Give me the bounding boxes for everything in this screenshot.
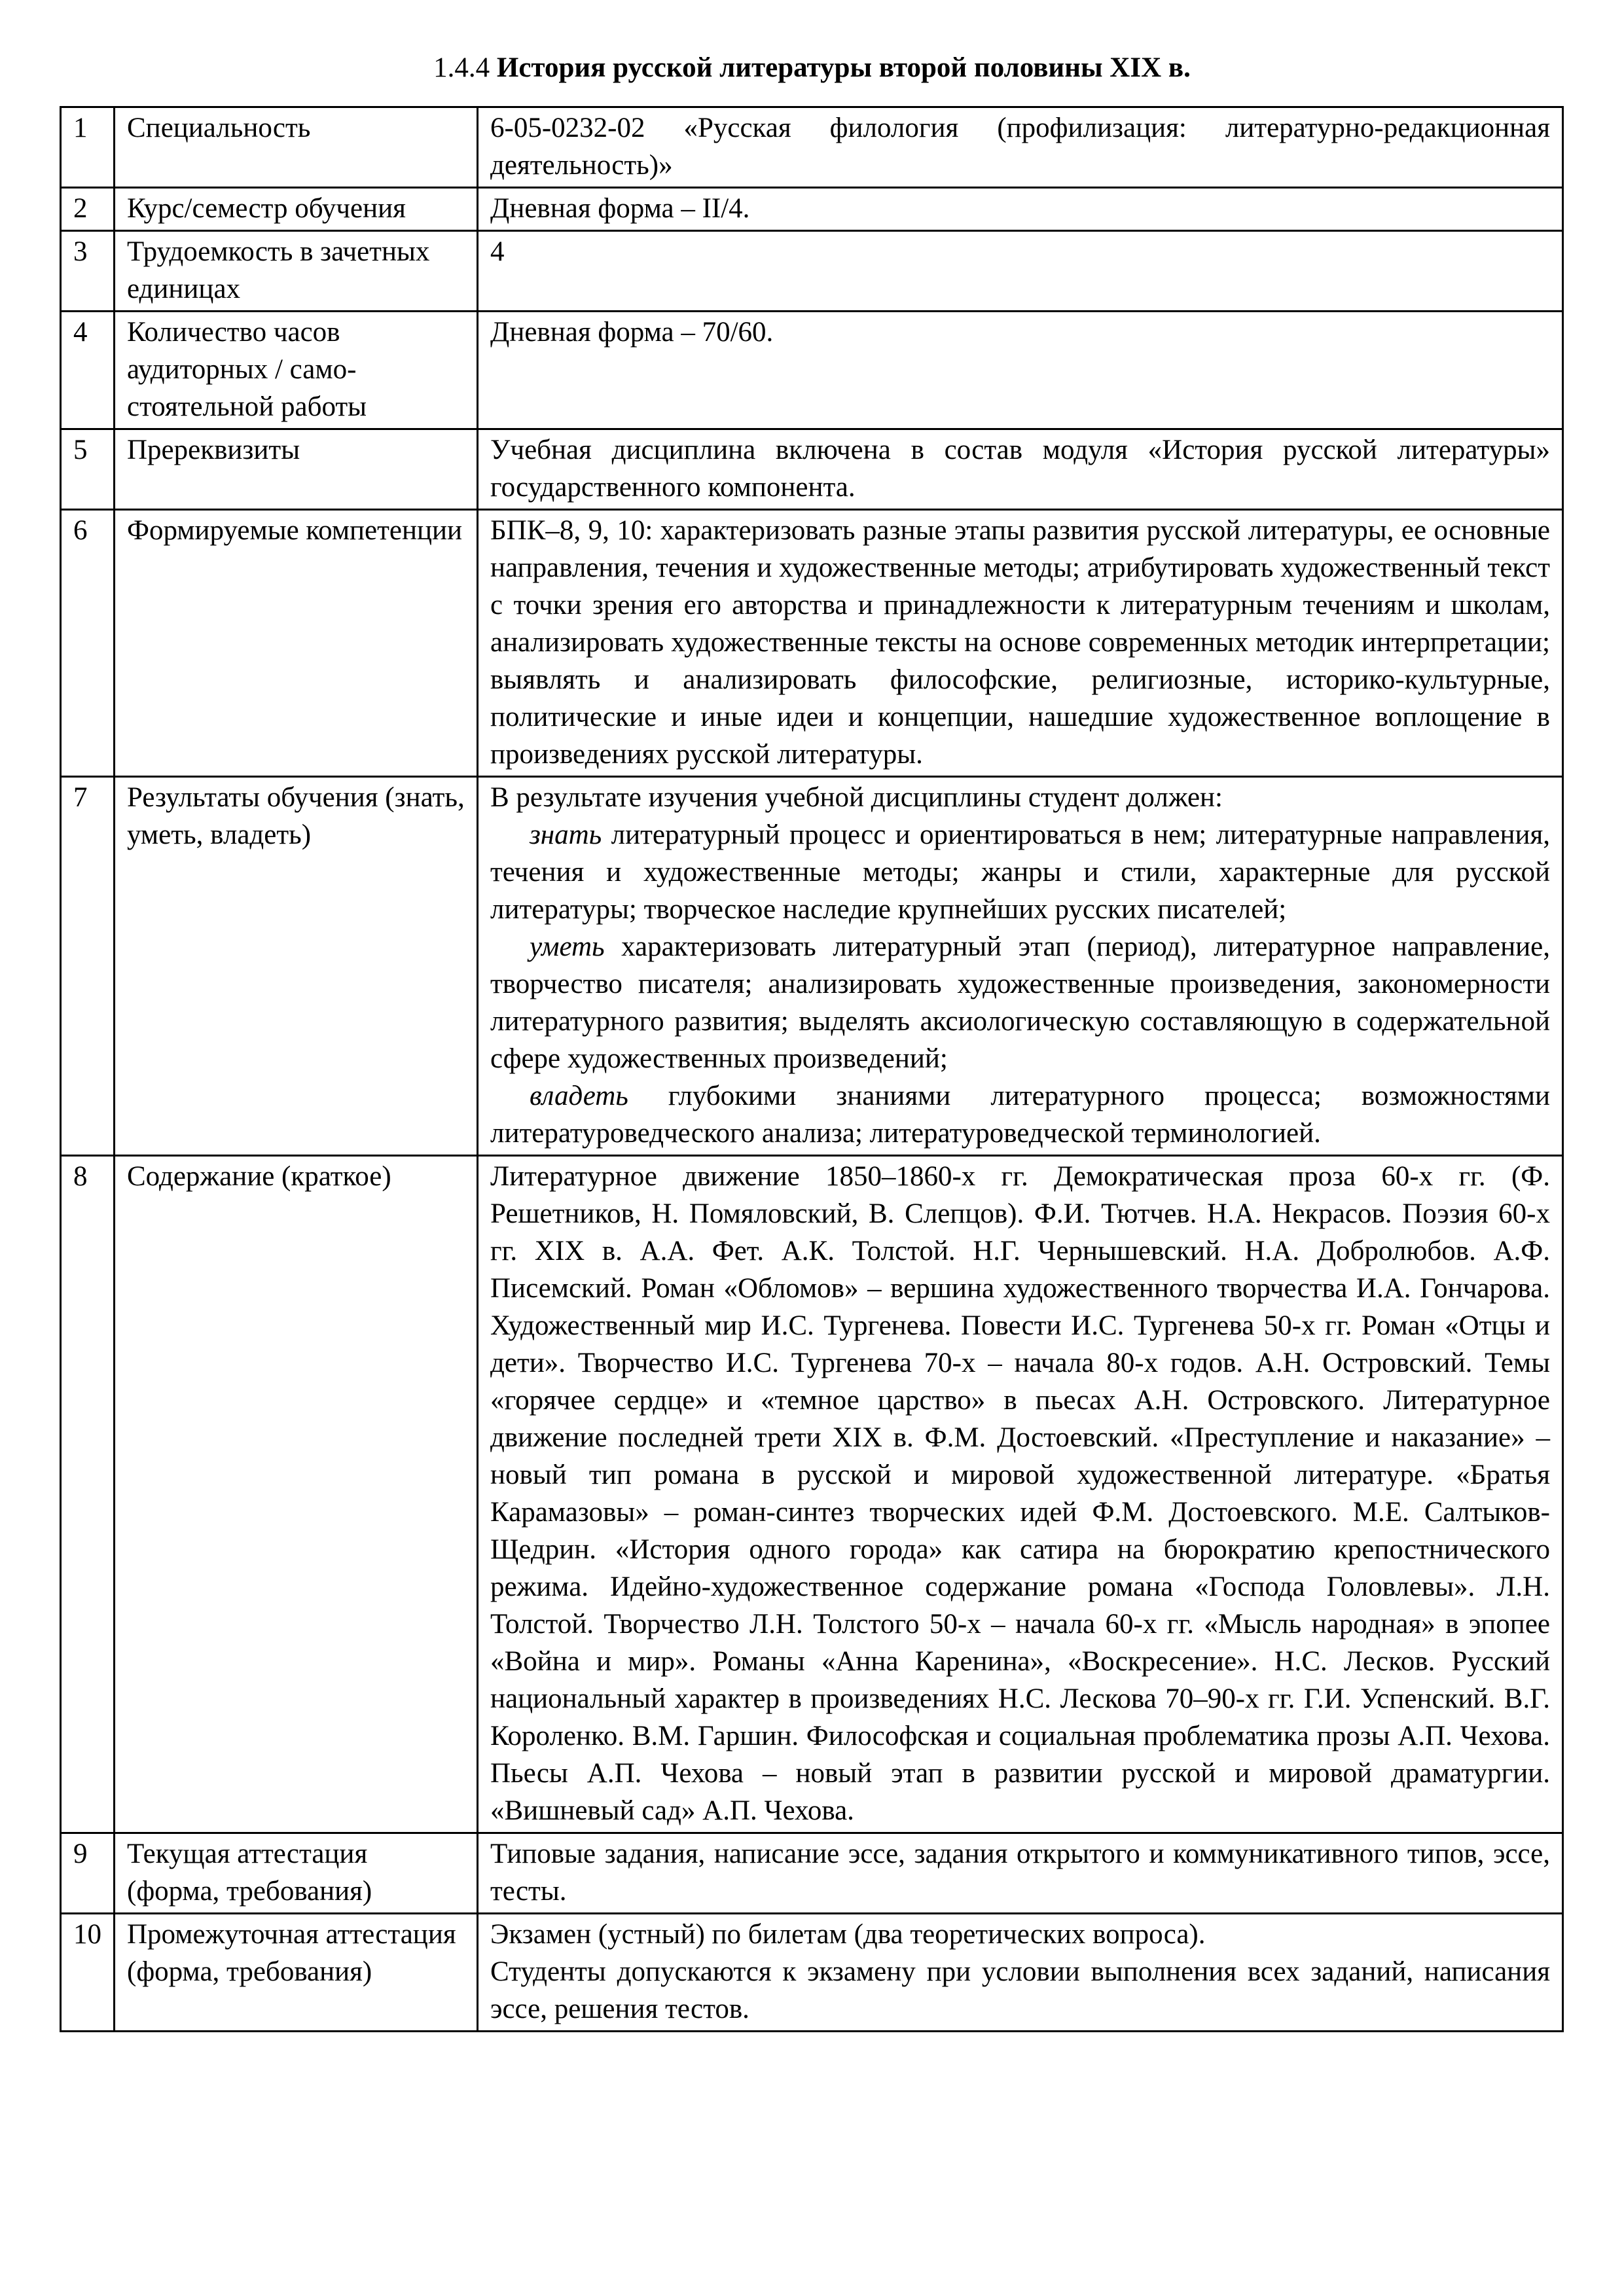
outcome-text: литературный процесс и ориентироваться в нем; литературные направления, течения и художественные методы; жанры и стили, характерные для русской литературы; творческое наследие крупнейших русских писателей; <box>490 819 1550 925</box>
outcome-know <box>490 816 1550 928</box>
row-label: Промежуточная аттестация (форма, требования) <box>115 1914 478 2032</box>
row-content: 4 <box>478 231 1563 312</box>
row-content <box>478 1914 1563 2032</box>
row-number: 4 <box>61 312 115 429</box>
row-content: Литературное движение 1850–1860-х гг. Демократическая проза 60-х гг. (Ф. Решетников, Н. Помяловский, В. Слепцов). Ф.И. Тютчев. Н.А. Некрасов. Поэзия 60-х гг. XIX в. А.А. Фет. А.К. Толстой. Н.Г. Чернышевский. Н.А. Добролюбов. А.Ф. Писемский. Роман «Обломов» – вершина художественного творчества И.А. Гончарова. Художественный мир И.С. Тургенева. Повести И.С. Тургенева 50-х гг. Роман «Отцы и дети». Творчество И.С. Тургенева 70-х – начала 80-х годов. А.Н. Островский. Темы «горячее сердце» и «темное царство» в пьесах А.Н. Островского. Литературное движение последней трети XIX в. Ф.М. Достоевский. «Преступление и наказание» – новый тип романа в русской и мировой художественной литературе. «Братья Карамазовы» – роман-синтез творческих идей Ф.М. Достоевского. М.Е. Салтыков-Щедрин. «История одного города» как сатира на бюрократию крепостнического режима. Идейно-художественное содержание романа «Господа Головлевы». Л.Н. Толстой. Творчество Л.Н. Толстого 50-х – начала 60-х гг. «Мысль народная» в эпопее «Война и мир». Романы «Анна Каренина», «Воскресение». Н.С. Лесков. Русский национальный характер в произведениях Н.С. Лескова 70–90-х гг. Г.И. Успенский. В.Г. Короленко. В.М. Гаршин. Философская и социальная проблематика прозы А.П. Чехова. Пьесы А.П. Чехова – новый этап в развитии русской и мировой драматургии. «Вишневый сад» А.П. Чехова. <box>478 1156 1563 1833</box>
row-label: Курс/семестр обучения <box>115 188 478 231</box>
course-table <box>60 106 1564 2032</box>
row-content: БПК–8, 9, 10: характеризовать разные этапы развития русской литературы, ее основные направления, течения и художественные методы; атрибутировать художественный текст с точки зрения его авторства и принадлежности к литературным течениям и школам, анализировать художественные тексты на основе современных методик интерпретации; выявлять и анализировать философские, религиозные, историко-культурные, политические и иные идеи и концепции, нашедшие художественное воплощение в произведениях русской литературы. <box>478 510 1563 777</box>
row-number: 3 <box>61 231 115 312</box>
table-row-intermediate-assessment <box>61 1914 1563 2032</box>
outcome-master <box>490 1077 1550 1152</box>
row-content: Типовые задания, написание эссе, задания открытого и коммуникативного типов, эссе, тесты. <box>478 1833 1563 1914</box>
row-number: 5 <box>61 429 115 510</box>
row-label: Формируемые компетенции <box>115 510 478 777</box>
section-title: История русской литературы второй половины XIX в. <box>496 52 1191 83</box>
row-label: Количество часов аудиторных / само-стоятельной работы <box>115 312 478 429</box>
row-number: 9 <box>61 1833 115 1914</box>
row-content <box>478 777 1563 1156</box>
row-number: 1 <box>61 107 115 188</box>
outcomes-intro: В результате изучения учебной дисциплины студент должен: <box>490 782 1223 813</box>
row-content: Дневная форма – II/4. <box>478 188 1563 231</box>
row-number: 10 <box>61 1914 115 2032</box>
outcome-keyword: уметь <box>530 931 605 962</box>
row-number: 7 <box>61 777 115 1156</box>
row-label: Трудоемкость в зачетных единицах <box>115 231 478 312</box>
table-row-course-semester <box>61 188 1563 231</box>
assessment-line: Экзамен (устный) по билетам (два теоретических вопроса). <box>490 1919 1206 1950</box>
row-label: Результаты обучения (знать, уметь, владеть) <box>115 777 478 1156</box>
table-row-competences <box>61 510 1563 777</box>
row-label: Содержание (краткое) <box>115 1156 478 1833</box>
table-row-credits <box>61 231 1563 312</box>
row-number: 6 <box>61 510 115 777</box>
outcome-be-able <box>490 928 1550 1077</box>
table-row-learning-outcomes <box>61 777 1563 1156</box>
row-content: Учебная дисциплина включена в состав модуля «История русской литературы» государственного компонента. <box>478 429 1563 510</box>
row-content: Дневная форма – 70/60. <box>478 312 1563 429</box>
table-row-current-assessment <box>61 1833 1563 1914</box>
section-number: 1.4.4 <box>433 52 490 83</box>
table-row-contents <box>61 1156 1563 1833</box>
row-label: Специальность <box>115 107 478 188</box>
row-number: 8 <box>61 1156 115 1833</box>
row-label: Пререквизиты <box>115 429 478 510</box>
table-row-specialty <box>61 107 1563 188</box>
assessment-line: Студенты допускаются к экзамену при условии выполнения всех заданий, написания эссе, решения тестов. <box>490 1956 1550 2024</box>
row-number: 2 <box>61 188 115 231</box>
row-content: 6-05-0232-02 «Русская филология (профилизация: литературно-редакционная деятельность)» <box>478 107 1563 188</box>
outcome-text: характеризовать литературный этап (период), литературное направление, творчество писателя; анализировать художественные произведения, закономерности литературного развития; выделять аксиологическую составляющую в содержательной сфере художественных произведений; <box>490 931 1550 1074</box>
table-row-hours <box>61 312 1563 429</box>
outcome-keyword: знать <box>530 819 602 850</box>
page-title <box>0 51 1624 85</box>
outcome-text: глубокими знаниями литературного процесса; возможностями литературоведческого анализа; литературоведческой терминологией. <box>490 1081 1550 1149</box>
outcome-keyword: владеть <box>530 1081 628 1111</box>
table-row-prerequisites <box>61 429 1563 510</box>
row-label: Текущая аттестация (форма, требования) <box>115 1833 478 1914</box>
